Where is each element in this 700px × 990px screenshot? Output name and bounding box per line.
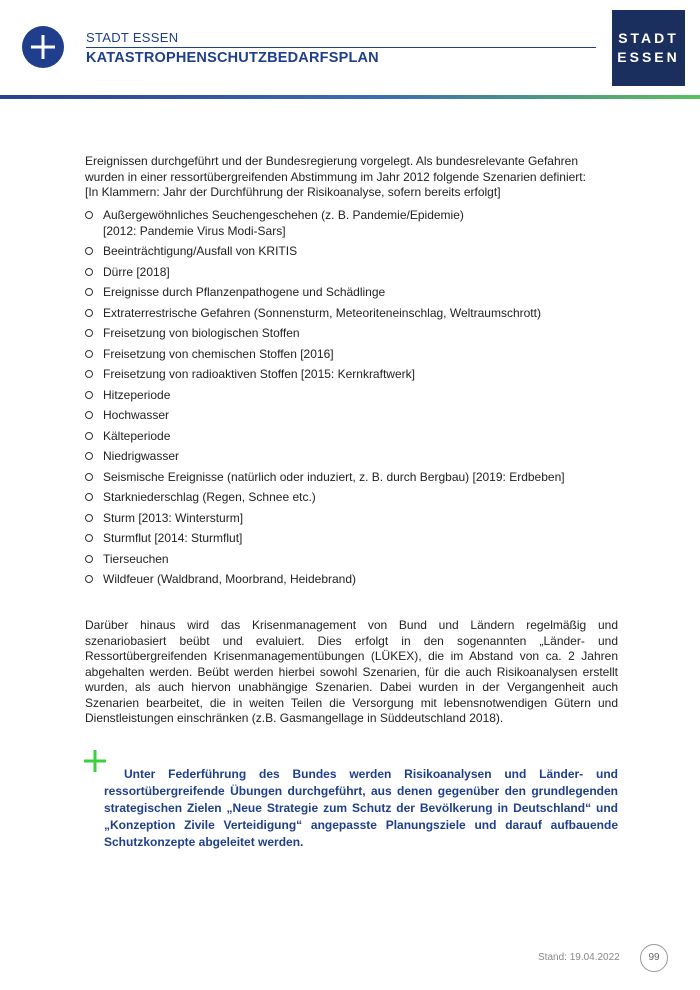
bullet-circle-icon — [85, 268, 93, 276]
bullet-circle-icon — [85, 473, 93, 481]
intro-note: [In Klammern: Jahr der Durchführung der Risikoanalyse, sofern bereits erfolgt] — [85, 185, 501, 199]
page-number: 99 — [640, 944, 668, 972]
bullet-circle-icon — [85, 432, 93, 440]
list-item-text: Kälteperiode — [103, 428, 171, 443]
list-item — [85, 326, 625, 342]
list-item — [85, 490, 625, 506]
bullet-circle-icon — [85, 411, 93, 419]
list-item — [85, 306, 625, 322]
list-item-text: Extraterrestrische Gefahren (Sonnensturm, Meteoriteneinschlag, Weltraumschrott) — [103, 305, 541, 320]
list-item — [85, 552, 625, 568]
footer-date: Stand: 19.04.2022 — [538, 952, 620, 963]
list-item-text: Beeinträchtigung/Ausfall von KRITIS — [103, 244, 298, 258]
list-item — [85, 572, 625, 588]
bullet-circle-icon — [85, 247, 93, 255]
header-gradient-band — [0, 95, 700, 99]
green-plus-icon — [84, 750, 106, 777]
bullet-circle-icon — [85, 288, 93, 296]
list-item — [85, 449, 625, 465]
list-item-text: Hitzeperiode — [103, 387, 171, 402]
list-item — [85, 347, 625, 363]
list-item-text: Niedrigwasser — [103, 449, 180, 463]
list-item-text: Freisetzung von radioaktiven Stoffen [2015: Kernkraftwerk] — [103, 367, 415, 381]
intro-paragraph — [85, 154, 618, 201]
bullet-circle-icon — [85, 211, 93, 219]
list-item-text: Dürre [2018] — [103, 264, 170, 279]
scenario-list — [85, 208, 625, 593]
list-item — [85, 285, 625, 301]
header-divider — [86, 47, 596, 48]
list-item-text: Freisetzung von biologischen Stoffen — [103, 326, 300, 340]
bullet-circle-icon — [85, 493, 93, 501]
bullet-circle-icon — [85, 514, 93, 522]
callout-box — [104, 766, 618, 851]
list-item — [85, 388, 625, 404]
bullet-circle-icon — [85, 350, 93, 358]
plus-circle-icon — [22, 26, 64, 68]
bullet-circle-icon — [85, 452, 93, 460]
list-item — [85, 408, 625, 424]
bullet-circle-icon — [85, 309, 93, 317]
header-org: STADT ESSEN — [86, 30, 179, 45]
bullet-circle-icon — [85, 391, 93, 399]
list-item-text: Freisetzung von chemischen Stoffen [2016] — [103, 346, 334, 361]
list-item — [85, 511, 625, 527]
page-title: KATASTROPHENSCHUTZBEDARFSPLAN — [86, 50, 379, 66]
list-item-text: Außergewöhnliches Seuchengeschehen (z. B. Pandemie/Epidemie) — [103, 208, 464, 222]
list-item-text: Seismische Ereignisse (natürlich oder induziert, z. B. durch Bergbau) [2019: Erdbeben] — [103, 469, 565, 484]
stadt-essen-logo — [612, 10, 685, 86]
bullet-circle-icon — [85, 575, 93, 583]
list-item — [85, 208, 625, 239]
list-item — [85, 531, 625, 547]
list-item-text: Sturm [2013: Wintersturm] — [103, 510, 244, 525]
callout-text: Unter Federführung des Bundes werden Risikoanalysen und Länder- und ressortübergreifende Übungen durchgeführt, aus denen gegenüber den grundlegenden strategischen Zielen „Neue Strategie zum Schutz der Bevölkerung in Deutschland“ und „Konzeption Zivile Verteidigung“ angepasste Planungsziele und darauf aufbauende Schutzkonzepte abgeleitet werden. — [104, 767, 618, 849]
list-item — [85, 470, 625, 486]
list-item — [85, 265, 625, 281]
list-item — [85, 429, 625, 445]
list-item-subtext: [2012: Pandemie Virus Modi-Sars] — [103, 223, 286, 238]
bullet-circle-icon — [85, 555, 93, 563]
list-item-text: Ereignisse durch Pflanzenpathogene und Schädlinge — [103, 285, 386, 299]
bullet-circle-icon — [85, 534, 93, 542]
exercise-paragraph: Darüber hinaus wird das Krisenmanagement von Bund und Ländern regelmäßig und szenariobasiert beübt und evaluiert. Dies erfolgt in den sogenannten „Länder- und Ressortübergreifenden Krisenmanagementübungen (LÜKEX), die im Abstand von ca. 2 Jahren abgehalten werden. Beübt werden hierbei sowohl Szenarien, für die auch Risikoanalysen erstellt wurden, als auch hiervon unabhängige Szenarien. Dabei wurden in der Vergangenheit auch Szenarien bearbeitet, die in weiten Teilen die Versorgung mit lebensnotwendigen Gütern und Dienstleistungen einschränken (z.B. Gasmangellage in Süddeutschland 2018). — [85, 618, 618, 725]
logo-line-1: STADT — [618, 30, 679, 46]
bullet-circle-icon — [85, 329, 93, 337]
bullet-circle-icon — [85, 370, 93, 378]
list-item-text: Wildfeuer (Waldbrand, Moorbrand, Heidebrand) — [103, 572, 357, 586]
logo-line-2: ESSEN — [617, 49, 680, 65]
intro-text: Ereignissen durchgeführt und der Bundesregierung vorgelegt. Als bundesrelevante Gefahren wurden in einer ressortübergreifenden Abstimmung im Jahr 2012 folgende Szenarien definiert: — [85, 154, 586, 184]
list-item-text: Starkniederschlag (Regen, Schnee etc.) — [103, 490, 316, 504]
list-item-text: Tierseuchen — [103, 551, 169, 566]
list-item — [85, 367, 625, 383]
list-item-text: Hochwasser — [103, 408, 170, 422]
list-item-text: Sturmflut [2014: Sturmflut] — [103, 531, 243, 545]
list-item — [85, 244, 625, 260]
